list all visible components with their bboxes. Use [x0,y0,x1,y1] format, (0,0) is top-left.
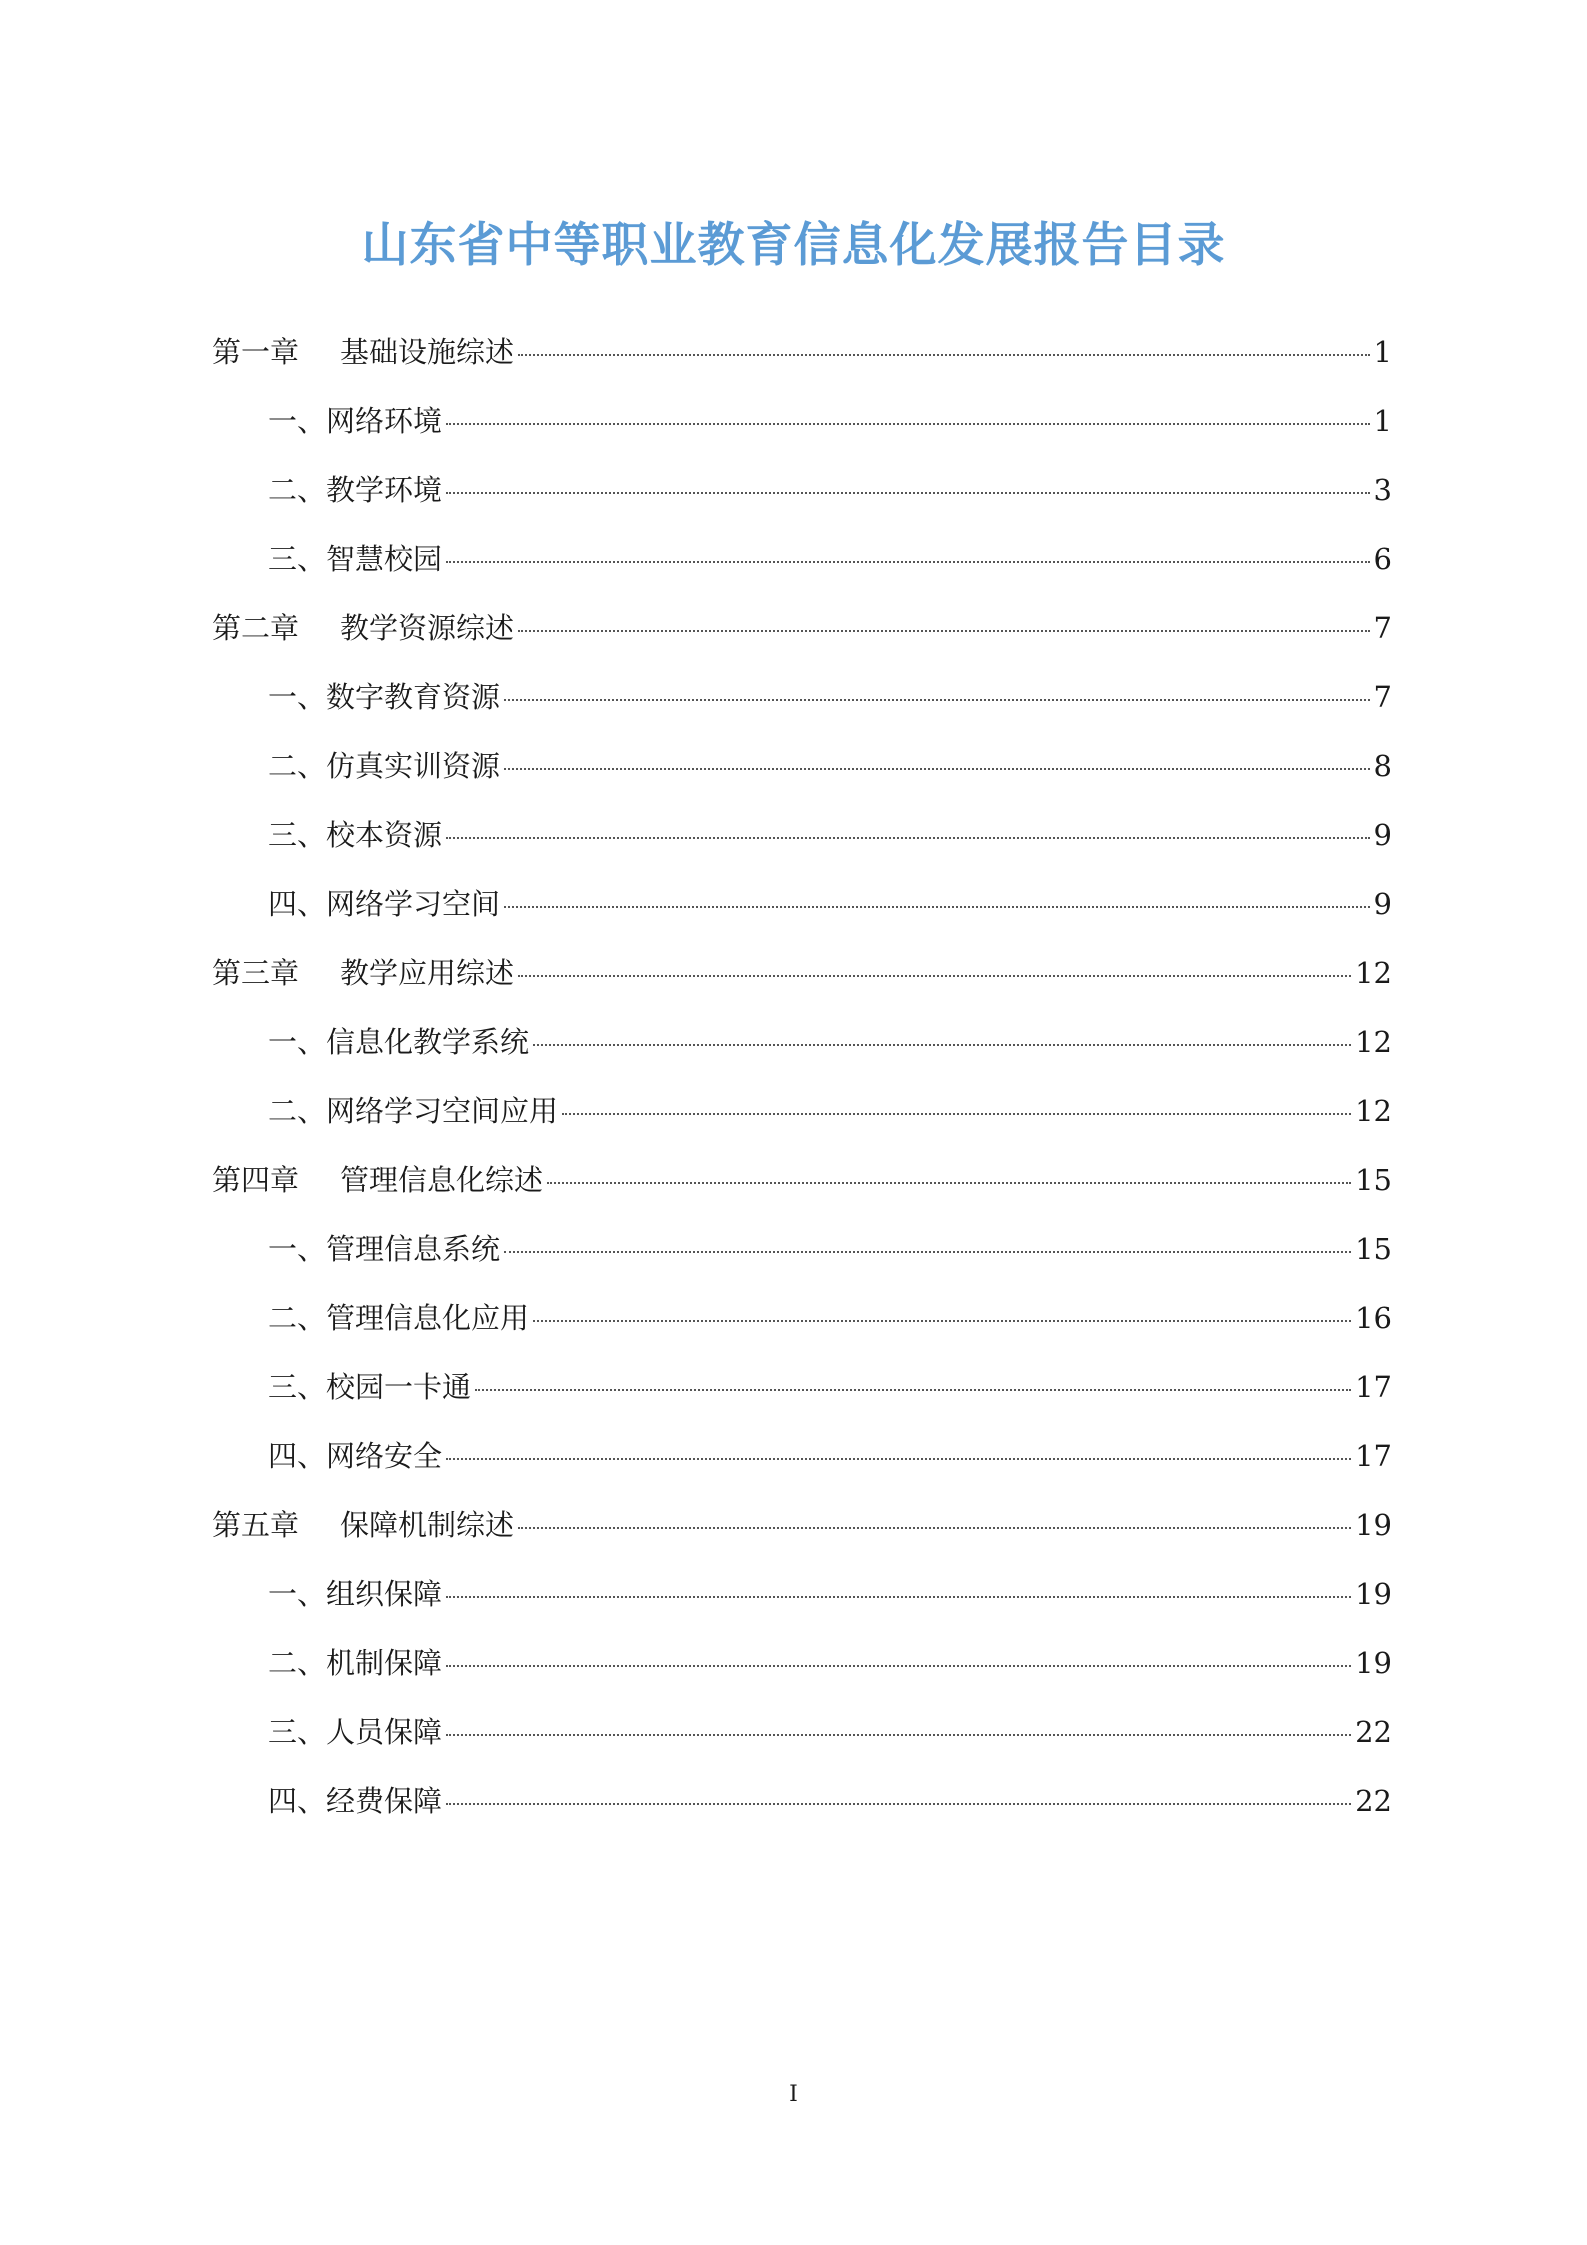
dot-leader [518,354,1370,356]
document-title: 山东省中等职业教育信息化发展报告目录 [361,218,1226,273]
dot-leader [504,1251,1351,1253]
toc-entry-prefix: 四、 [268,1784,327,1818]
toc-entry-label: 人员保障 [326,1715,443,1749]
toc-entry-page-number: 19 [1355,1577,1392,1611]
toc-entry-page-number: 19 [1355,1508,1392,1542]
dot-leader [562,1113,1351,1115]
dot-leader [518,630,1370,632]
toc-entry-label: 管理信息化综述 [340,1163,544,1197]
toc-entry-label: 教学环境 [326,473,443,507]
toc-entry-page-number: 9 [1373,818,1392,852]
toc-entry-page-number: 19 [1355,1646,1392,1680]
dot-leader [446,837,1370,839]
toc-entry-label: 网络学习空间应用 [326,1094,559,1128]
toc-entry-page-number: 16 [1355,1301,1392,1335]
toc-chapter-entry[interactable] [212,606,1392,675]
toc-entry-prefix: 二、 [268,1094,327,1128]
toc-section-entry[interactable] [212,468,1392,537]
toc-section-entry[interactable] [212,813,1392,882]
toc-entry-prefix: 第一章 [212,335,300,369]
toc-entry-prefix: 第五章 [212,1508,300,1542]
table-of-contents [212,330,1392,1848]
toc-section-entry[interactable] [212,1434,1392,1503]
toc-entry-label: 教学资源综述 [340,611,515,645]
toc-entry-page-number: 1 [1373,335,1392,369]
dot-leader [533,1044,1351,1046]
toc-entry-prefix: 一、 [268,1577,327,1611]
toc-section-entry[interactable] [212,1227,1392,1296]
toc-entry-label: 网络安全 [326,1439,443,1473]
dot-leader [446,1803,1351,1805]
toc-entry-page-number: 9 [1373,887,1392,921]
toc-section-entry[interactable] [212,399,1392,468]
toc-entry-prefix: 四、 [268,887,327,921]
dot-leader [518,1527,1351,1529]
toc-entry-prefix: 四、 [268,1439,327,1473]
toc-entry-prefix: 第四章 [212,1163,300,1197]
toc-entry-page-number: 15 [1355,1163,1392,1197]
dot-leader [446,1734,1351,1736]
toc-entry-label: 管理信息化应用 [326,1301,530,1335]
toc-entry-label: 管理信息系统 [326,1232,501,1266]
toc-section-entry[interactable] [212,1779,1392,1848]
toc-chapter-entry[interactable] [212,1158,1392,1227]
toc-section-entry[interactable] [212,537,1392,606]
toc-chapter-entry[interactable] [212,330,1392,399]
toc-entry-prefix: 第二章 [212,611,300,645]
toc-entry-label: 仿真实训资源 [326,749,501,783]
toc-section-entry[interactable] [212,1365,1392,1434]
toc-entry-prefix: 三、 [268,1370,327,1404]
toc-entry-page-number: 8 [1373,749,1392,783]
toc-entry-prefix: 一、 [268,1232,327,1266]
toc-entry-page-number: 17 [1355,1370,1392,1404]
dot-leader [446,561,1370,563]
toc-section-entry[interactable] [212,882,1392,951]
toc-entry-page-number: 15 [1355,1232,1392,1266]
toc-entry-page-number: 3 [1373,473,1392,507]
toc-entry-prefix: 二、 [268,749,327,783]
toc-entry-label: 网络学习空间 [326,887,501,921]
toc-entry-label: 基础设施综述 [340,335,515,369]
toc-entry-page-number: 7 [1373,611,1392,645]
toc-section-entry[interactable] [212,1572,1392,1641]
dot-leader [504,906,1370,908]
toc-entry-page-number: 1 [1373,404,1392,438]
toc-entry-prefix: 三、 [268,818,327,852]
dot-leader [504,768,1370,770]
page-number: I [789,2082,798,2107]
toc-entry-prefix: 二、 [268,1646,327,1680]
toc-entry-prefix: 第三章 [212,956,300,990]
toc-entry-page-number: 12 [1355,1094,1392,1128]
toc-entry-label: 机制保障 [326,1646,443,1680]
toc-chapter-entry[interactable] [212,951,1392,1020]
toc-section-entry[interactable] [212,1089,1392,1158]
toc-entry-label: 保障机制综述 [340,1508,515,1542]
dot-leader [446,423,1370,425]
toc-section-entry[interactable] [212,1296,1392,1365]
dot-leader [547,1182,1351,1184]
toc-entry-page-number: 17 [1355,1439,1392,1473]
toc-entry-prefix: 一、 [268,680,327,714]
toc-entry-page-number: 6 [1373,542,1392,576]
toc-entry-label: 教学应用综述 [340,956,515,990]
dot-leader [446,1458,1351,1460]
toc-entry-page-number: 22 [1355,1784,1392,1818]
toc-entry-page-number: 22 [1355,1715,1392,1749]
toc-entry-label: 组织保障 [326,1577,443,1611]
toc-entry-label: 校本资源 [326,818,443,852]
dot-leader [446,492,1370,494]
toc-entry-label: 数字教育资源 [326,680,501,714]
toc-entry-label: 网络环境 [326,404,443,438]
toc-section-entry[interactable] [212,744,1392,813]
toc-entry-prefix: 二、 [268,1301,327,1335]
toc-chapter-entry[interactable] [212,1503,1392,1572]
toc-entry-prefix: 三、 [268,1715,327,1749]
toc-entry-page-number: 12 [1355,1025,1392,1059]
toc-entry-label: 校园一卡通 [326,1370,472,1404]
toc-entry-prefix: 二、 [268,473,327,507]
toc-entry-prefix: 三、 [268,542,327,576]
toc-entry-page-number: 7 [1373,680,1392,714]
dot-leader [475,1389,1351,1391]
toc-entry-page-number: 12 [1355,956,1392,990]
toc-section-entry[interactable] [212,1710,1392,1779]
toc-entry-label: 信息化教学系统 [326,1025,530,1059]
dot-leader [446,1665,1351,1667]
toc-section-entry[interactable] [212,675,1392,744]
dot-leader [504,699,1370,701]
toc-entry-label: 经费保障 [326,1784,443,1818]
toc-entry-label: 智慧校园 [326,542,443,576]
dot-leader [518,975,1351,977]
dot-leader [533,1320,1351,1322]
toc-entry-prefix: 一、 [268,404,327,438]
toc-entry-prefix: 一、 [268,1025,327,1059]
toc-section-entry[interactable] [212,1020,1392,1089]
toc-section-entry[interactable] [212,1641,1392,1710]
dot-leader [446,1596,1351,1598]
